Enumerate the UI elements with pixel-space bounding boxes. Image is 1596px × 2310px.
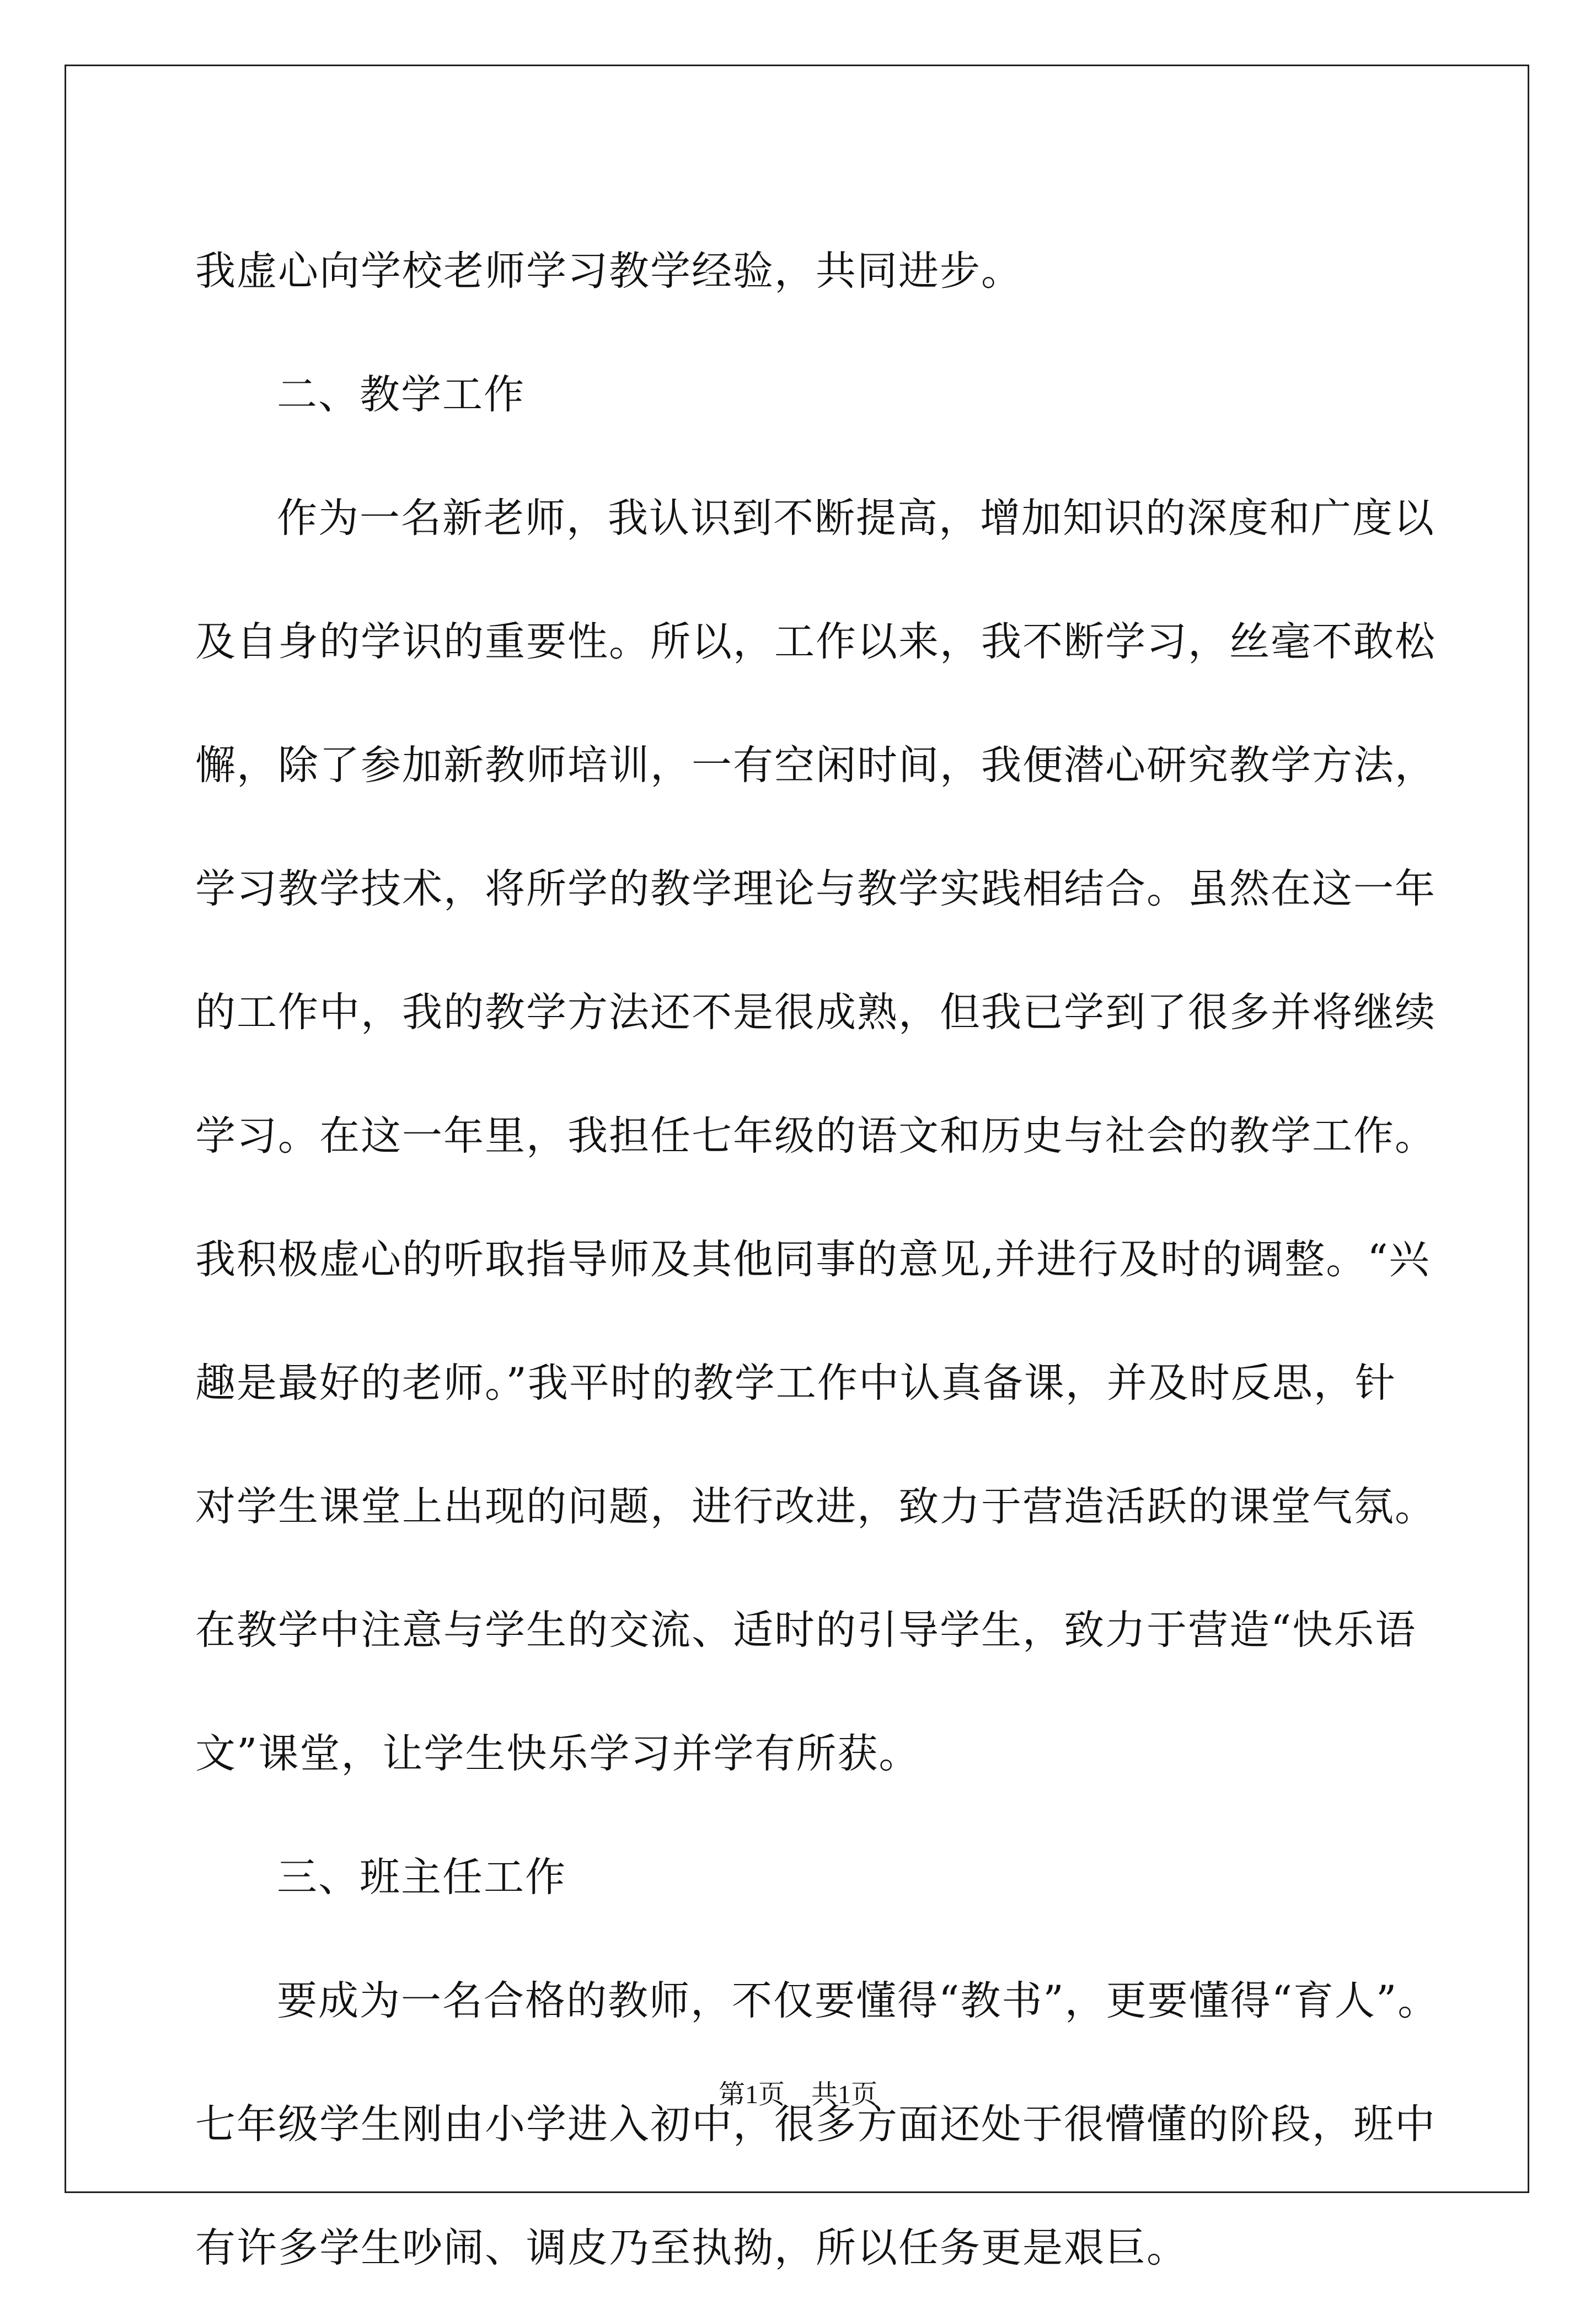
text-line: 学习。在这一年里，我担任七年级的语文和历史与社会的教学工作。 xyxy=(195,1113,1436,1159)
section-heading-head-teacher: 三、班主任工作 xyxy=(277,1854,566,1901)
page-number-footer: 第1页 共1页 xyxy=(718,2080,877,2109)
text-line: 要成为一名合格的教师，不仅要懂得“教书”，更要懂得“育人”。 xyxy=(277,1977,1439,2024)
text-line: 的工作中，我的教学方法还不是很成熟，但我已学到了很多并将继续 xyxy=(195,989,1436,1036)
text-line: 文”课堂，让学生快乐学习并学有所获。 xyxy=(195,1730,920,1777)
document-body xyxy=(195,210,1439,2310)
text-line: 有许多学生吵闹、调皮乃至执拗，所以任务更是艰巨。 xyxy=(195,2225,1188,2271)
text-line: 我积极虚心的听取指导师及其他同事的意见,并进行及时的调整。“兴 xyxy=(195,1236,1431,1283)
text-line: 趣是最好的老师。”我平时的教学工作中认真备课，并及时反思，针 xyxy=(195,1360,1396,1407)
text-line: 懈，除了参加新教师培训，一有空闲时间，我便潜心研究教学方法， xyxy=(195,742,1436,789)
section-heading-teaching: 二、教学工作 xyxy=(277,371,525,418)
text-line: 在教学中注意与学生的交流、适时的引导学生，致力于营造“快乐语 xyxy=(195,1607,1417,1654)
text-line: 我虚心向学校老师学习教学经验，共同进步。 xyxy=(195,248,1022,295)
text-line: 学习教学技术，将所学的教学理论与教学实践相结合。虽然在这一年 xyxy=(195,865,1436,912)
text-line: 对学生课堂上出现的问题，进行改进，致力于营造活跃的课堂气氛。 xyxy=(195,1483,1436,1530)
text-line: 作为一名新老师，我认识到不断提高，增加知识的深度和广度以 xyxy=(277,495,1435,542)
text-line: 及自身的学识的重要性。所以，工作以来，我不断学习，丝毫不敢松 xyxy=(195,618,1436,665)
text-line: 七年级学生刚由小学进入初中，很多方面还处于很懵懂的阶段，班中 xyxy=(195,2101,1436,2148)
